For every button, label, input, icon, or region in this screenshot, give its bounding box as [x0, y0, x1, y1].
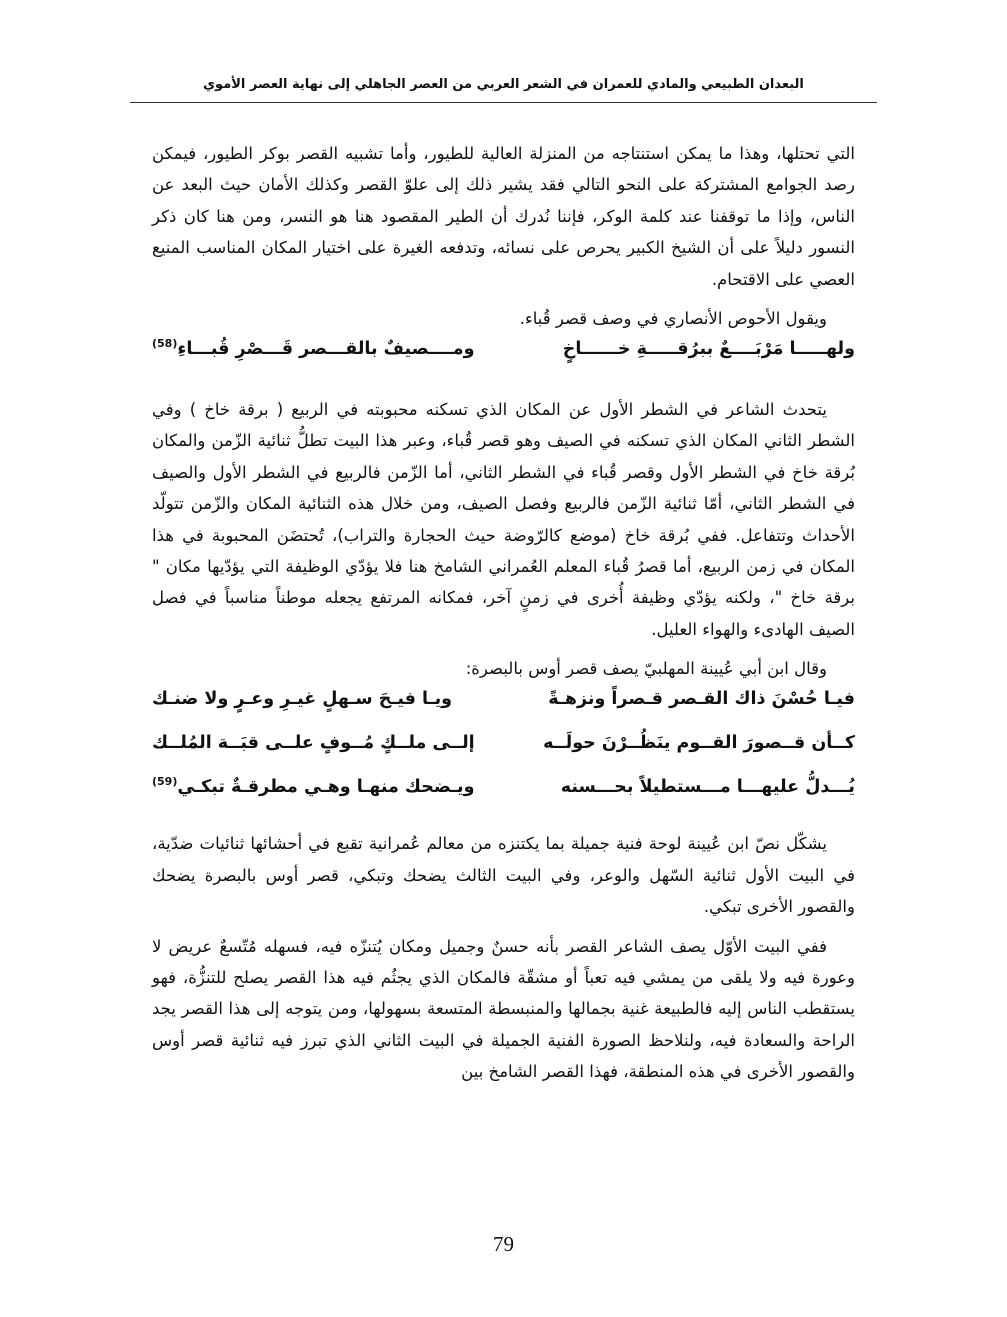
- verse-intro-2: وقال ابن أبي عُيينة المهلبيّ يصف قصر أوس بالبصرة:: [465, 659, 827, 679]
- verse-first-hemistich: يُـــدلُّ عليهـــا مـــستطيلاً بحـــسنه: [560, 777, 855, 798]
- text-column: [152, 138, 855, 1088]
- paragraph-4: ففي البيت الأوّل يصف الشاعر القصر بأنه حسنٌ وجميل ومكان يُتنزّه فيه، فسهله مُتّسعٌ عريض لا وعورة فيه ولا يلقى من يمشي فيه تعباً أو مشقّة فالمكان الذي يجثُم فيه هذا القصر يصلح للتنزُّة، فهو يستقطب الناس إليه فالطبيعة غنية بجمالها والمنبسطة المتسعة بسهولها، ومن يتوجه إلى هذا القصر يجد الراحة والسعادة فيه، ولنلاحظ الصورة الفنية الجميلة في البيت الثاني الذي تبرز فيه ثنائية قصر أوس والقصور الأخرى في هذه المنطقة، فهذا القصر الشامخ بين: [152, 936, 855, 1082]
- paragraph-2: يتحدث الشاعر في الشطر الأول عن المكان الذي تسكنه محبوبته في الربيع ( برقة خاخ ) وفي الشطر الثاني المكان الذي تسكنه في الصيف وهو قصر قُباء، وعبر هذا البيت تطلُّ ثنائية الزّمن والمكان بُرقة خاخ في الشطر الأول وقصر قُباء في الشطر الثاني، أما الزّمن فالربيع في الشطر الأول والصيف في الشطر الثاني، أمّا ثنائية الزّمن فالربيع وفصل الصيف، ومن خلال هذه الثنائية المكان والزّمن تتولّد الأحداث وتتفاعل. ففي بُرقة خاخ (موضع كالرّوضة حيث الحجارة والتراب)، تُحتضَن المحبوبة في هذا المكان في زمن الربيع، أما قصرُ قُباء المعلم العُمراني الشامخ هنا فلا يؤدّي الوظيفة التي يؤدّيها مكان " برقة خاخ "، ولكنه يؤدّي وظيفة أُخرى في زمنٍ آخر، فمكانه المرتفع يجعله موطناً مناسباً في فصل الصيف الهادىء والهواء العليل.: [152, 400, 855, 639]
- verse-second-hemistich: [152, 334, 489, 364]
- verse-first-hemistich: كــأن قــصورَ القــوم ينَظُــرْنَ حولَــه: [543, 733, 855, 754]
- verse-text: ومــــصيفٌ بالقـــصر قَـــصْرِ قُبـــاءِ: [177, 339, 475, 360]
- verse-line-4: [152, 772, 855, 802]
- page-number: 79: [493, 1232, 514, 1256]
- running-header: البعدان الطبيعي والمادي للعمران في الشعر العربي من العصر الجاهلي إلى نهاية العصر الأموي: [203, 77, 804, 92]
- verse-second-hemistich: [152, 772, 489, 802]
- paragraph-3: يشكّل نصّ ابن عُيينة لوحة فنية جميلة بما يكتنزه من معالم عُمرانية تقبع في أحشائها ثنائيات ضدّية، في البيت الأول ثنائية السّهل والوعر، وفي البيت الثالث يضحك وتبكي، قصر أوس بالبصرة يضحك والقصور الأخرى تبكي.: [152, 834, 855, 917]
- verse-first-hemistich: فيـا حُسْنَ ذاك القـصر قـصراً ونزهـةً: [548, 689, 855, 710]
- verse-second-hemistich: ويـا فيـحَ سـهلٍ غيـرِ وعـرٍ ولا ضنـك: [152, 689, 453, 710]
- verse-line-1: [152, 334, 855, 364]
- footnote-ref: (58): [152, 337, 178, 351]
- verse-intro-1: ويقول الأحوص الأنصاري في وصف قصر قُباء.: [519, 309, 827, 329]
- verse-line-3: [152, 728, 855, 758]
- verse-first-hemistich: ولهـــــا مَرْبَــــعٌ ببرُقـــــةِ خــــــاخٍ: [562, 339, 855, 360]
- paragraph-1: التي تحتلها، وهذا ما يمكن استنتاجه من المنزلة العالية للطيور، وأما تشبيه القصر بوكر الطيور، فيمكن رصد الجوامع المشتركة على النحو التالي فقد يشير ذلك إلى علوّ القصر وكذلك الأمان حيث البعد عن الناس، وإذا ما توقفنا عند كلمة الوكر، فإننا نُدرك أن الطير المقصود هنا هو النسر، ومن هنا كان ذكر النسور دليلاً على أن الشيخ الكبير يحرص على نسائه، وتدفعه الغيرة على اختيار المكان المناسب المنيع العصي على الاقتحام.: [152, 144, 855, 289]
- verse-line-2: [152, 684, 855, 714]
- header-rule: [130, 102, 877, 103]
- verse-text: ويـضحك منهـا وهـي مطرقـةٌ تبكـي: [177, 777, 475, 798]
- verse-second-hemistich: إلــى ملــكٍ مُــوفٍ علــى قبَــة المُلــك: [152, 733, 475, 754]
- footnote-ref: (59): [152, 775, 178, 789]
